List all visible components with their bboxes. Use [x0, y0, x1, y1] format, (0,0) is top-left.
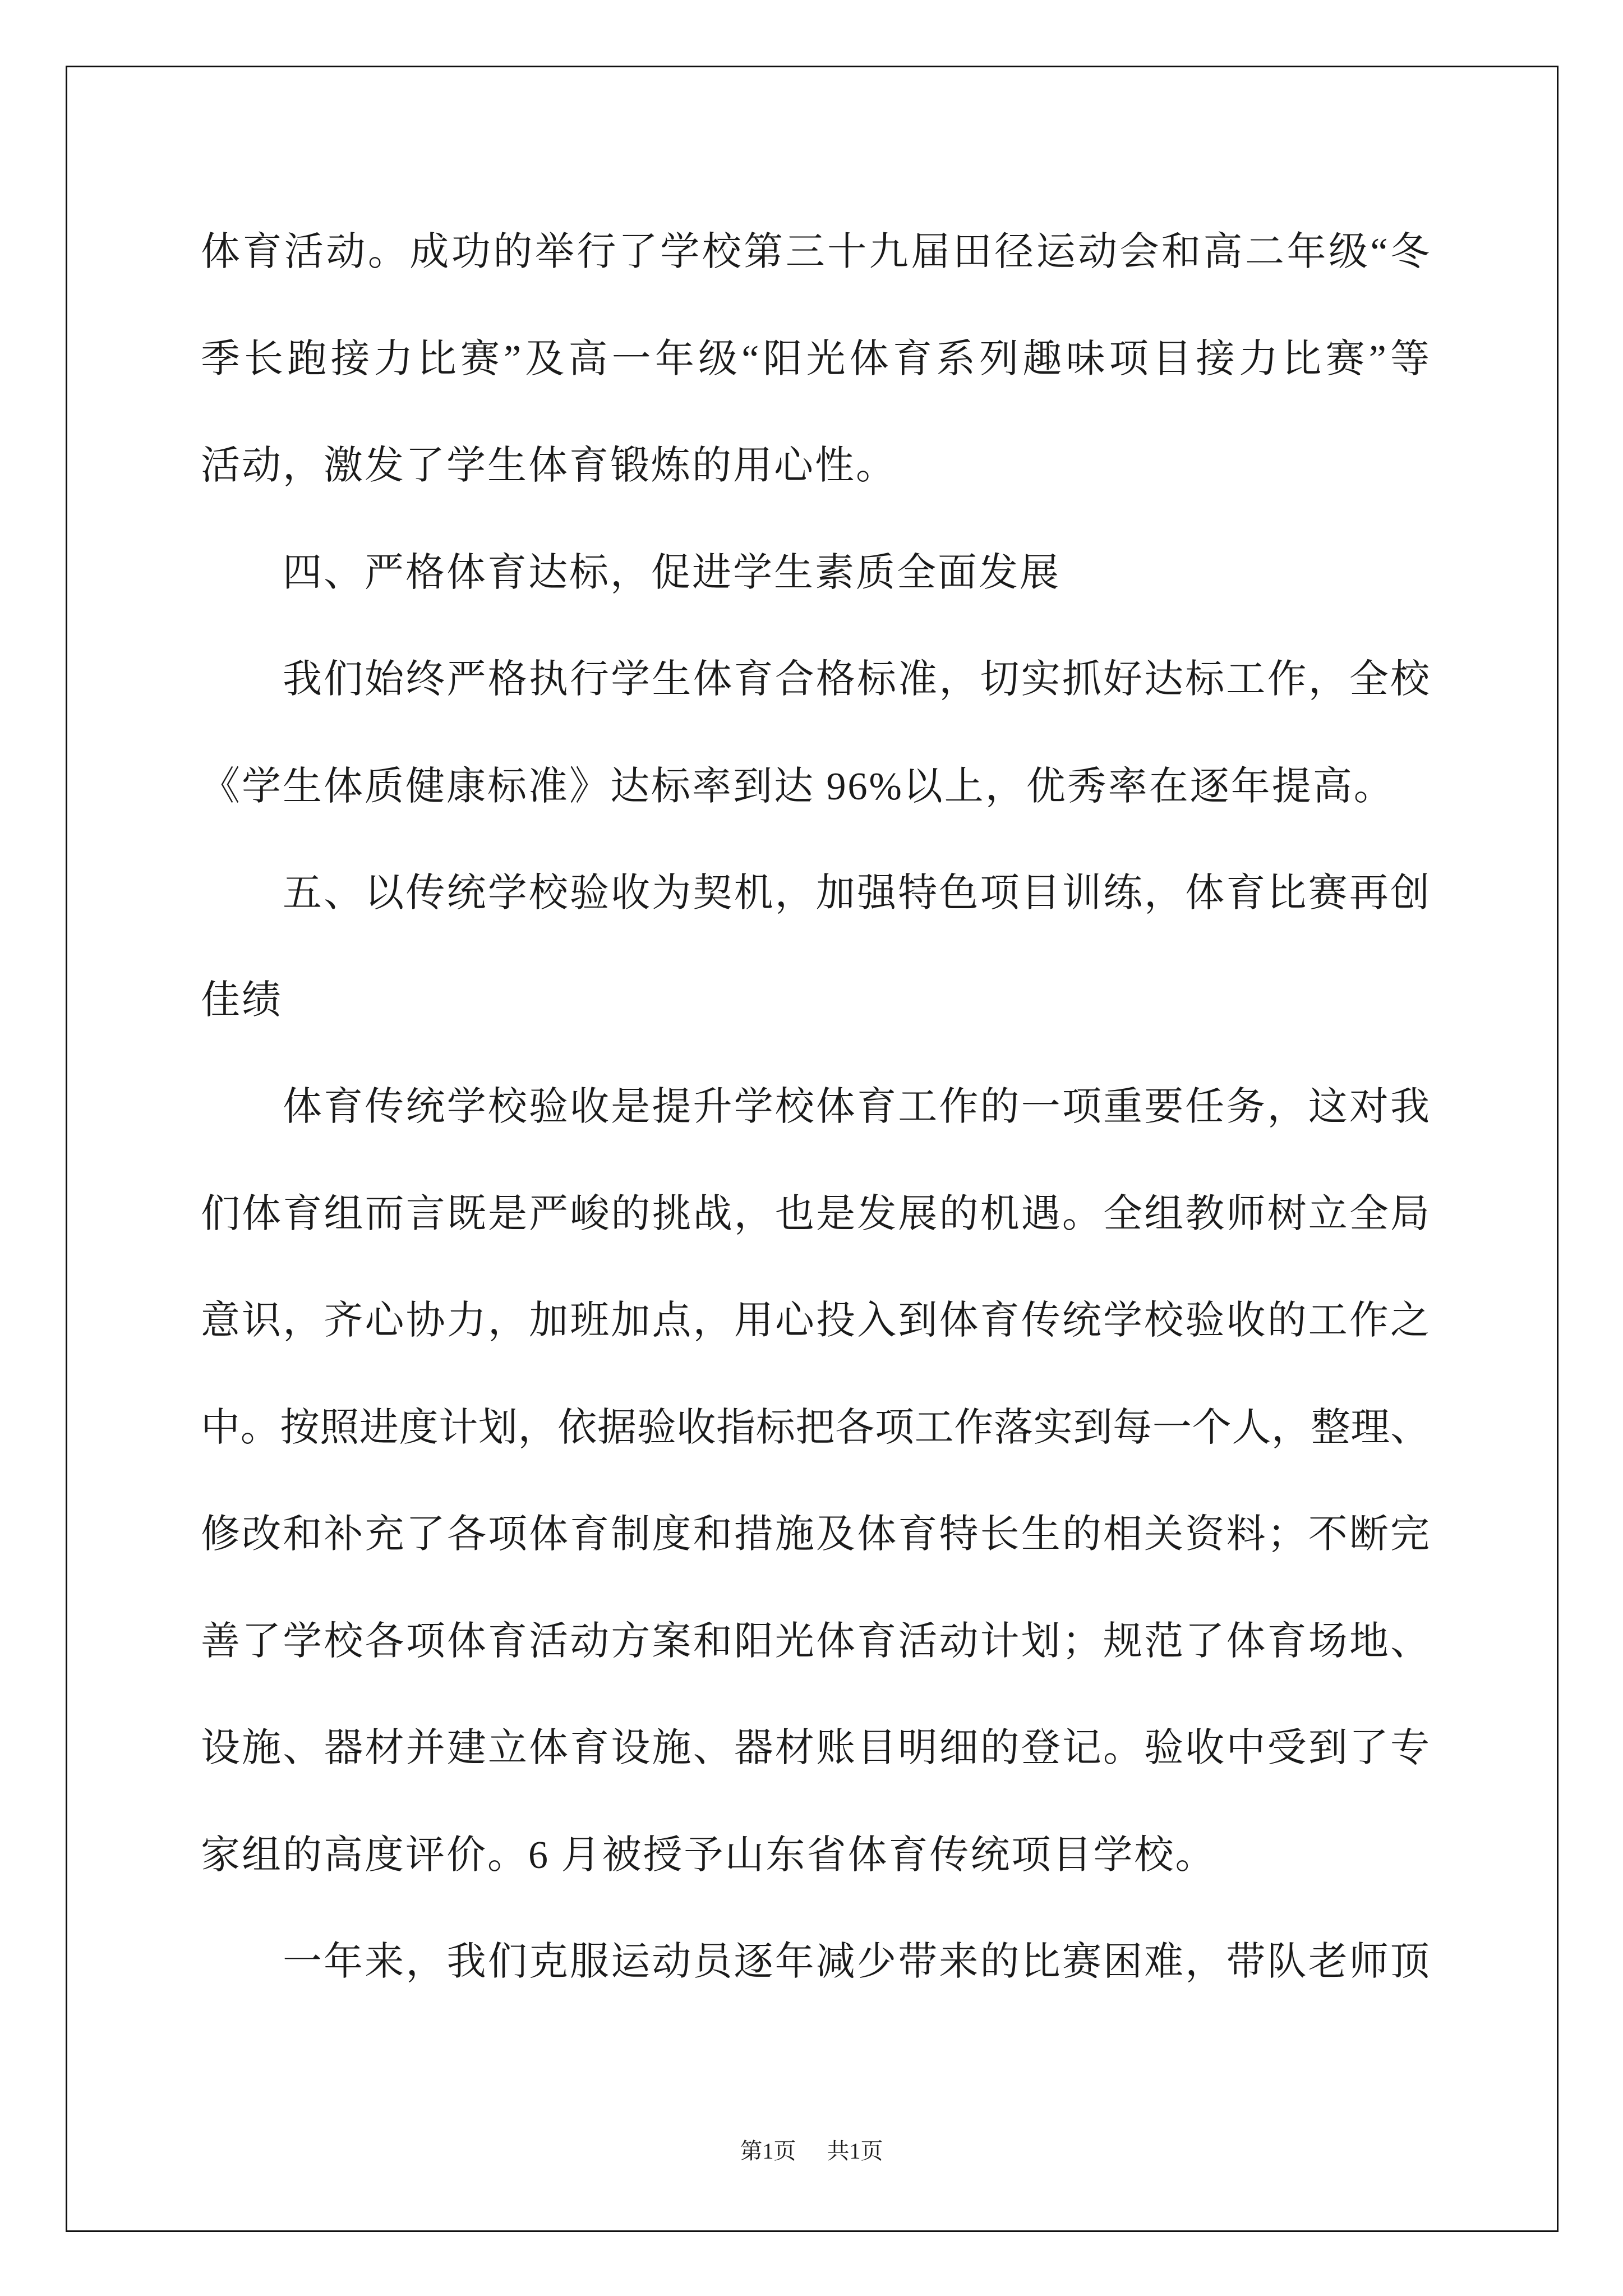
page-total: 共1页 — [827, 2138, 883, 2164]
text-line: 一年来，我们克服运动员逐年减少带来的比赛困难，带队老师顶 — [283, 1940, 1430, 1984]
body-paragraph — [201, 199, 1430, 520]
text-line: 设施、器材并建立体育设施、器材账目明细的登记。验收中受到了专 — [201, 1727, 1430, 1770]
text-line: 体育活动。成功的举行了学校第三十九届田径运动会和高二年级“冬 — [201, 231, 1430, 274]
section-heading-line: 五、以传统学校验收为契机，加强特色项目训练，体育比赛再创 — [283, 872, 1430, 915]
text-line: 季长跑接力比赛”及高一年级“阳光体育系列趣味项目接力比赛”等 — [201, 337, 1430, 381]
section-heading — [201, 840, 1430, 1054]
text-line: 意识，齐心协力，加班加点，用心投入到体育传统学校验收的工作之 — [201, 1299, 1430, 1342]
text-line: 善了学校各项体育活动方案和阳光体育活动计划；规范了体育场地、 — [201, 1619, 1430, 1663]
text-line: 体育传统学校验收是提升学校体育工作的一项重要任务，这对我 — [283, 1085, 1430, 1129]
text-line: 们体育组而言既是严峻的挑战，也是发展的机遇。全组教师树立全局 — [201, 1192, 1430, 1236]
body-paragraph — [201, 1054, 1430, 1909]
text-line: 中。按照进度计划，依据验收指标把各项工作落实到每一个人，整理、 — [201, 1406, 1430, 1450]
text-line: 我们始终严格执行学生体育合格标准，切实抓好达标工作，全校 — [283, 658, 1430, 701]
text-line: 活动，激发了学生体育锻炼的用心性。 — [201, 444, 897, 487]
text-line: 《学生体质健康标准》达标率到达 96%以上，优秀率在逐年提高。 — [201, 765, 1395, 808]
body-paragraph — [201, 627, 1430, 840]
document-body — [201, 199, 1430, 2016]
page-footer — [0, 2134, 1623, 2168]
text-line: 家组的高度评价。6 月被授予山东省体育传统项目学校。 — [201, 1833, 1216, 1877]
text-line: 修改和补充了各项体育制度和措施及体育特长生的相关资料；不断完 — [201, 1513, 1430, 1556]
section-heading — [201, 520, 1430, 627]
section-heading-line: 佳绩 — [201, 978, 283, 1022]
body-paragraph — [201, 1909, 1430, 2016]
section-heading-line: 四、严格体育达标，促进学生素质全面发展 — [283, 551, 1061, 595]
page-number: 第1页 — [740, 2138, 796, 2164]
